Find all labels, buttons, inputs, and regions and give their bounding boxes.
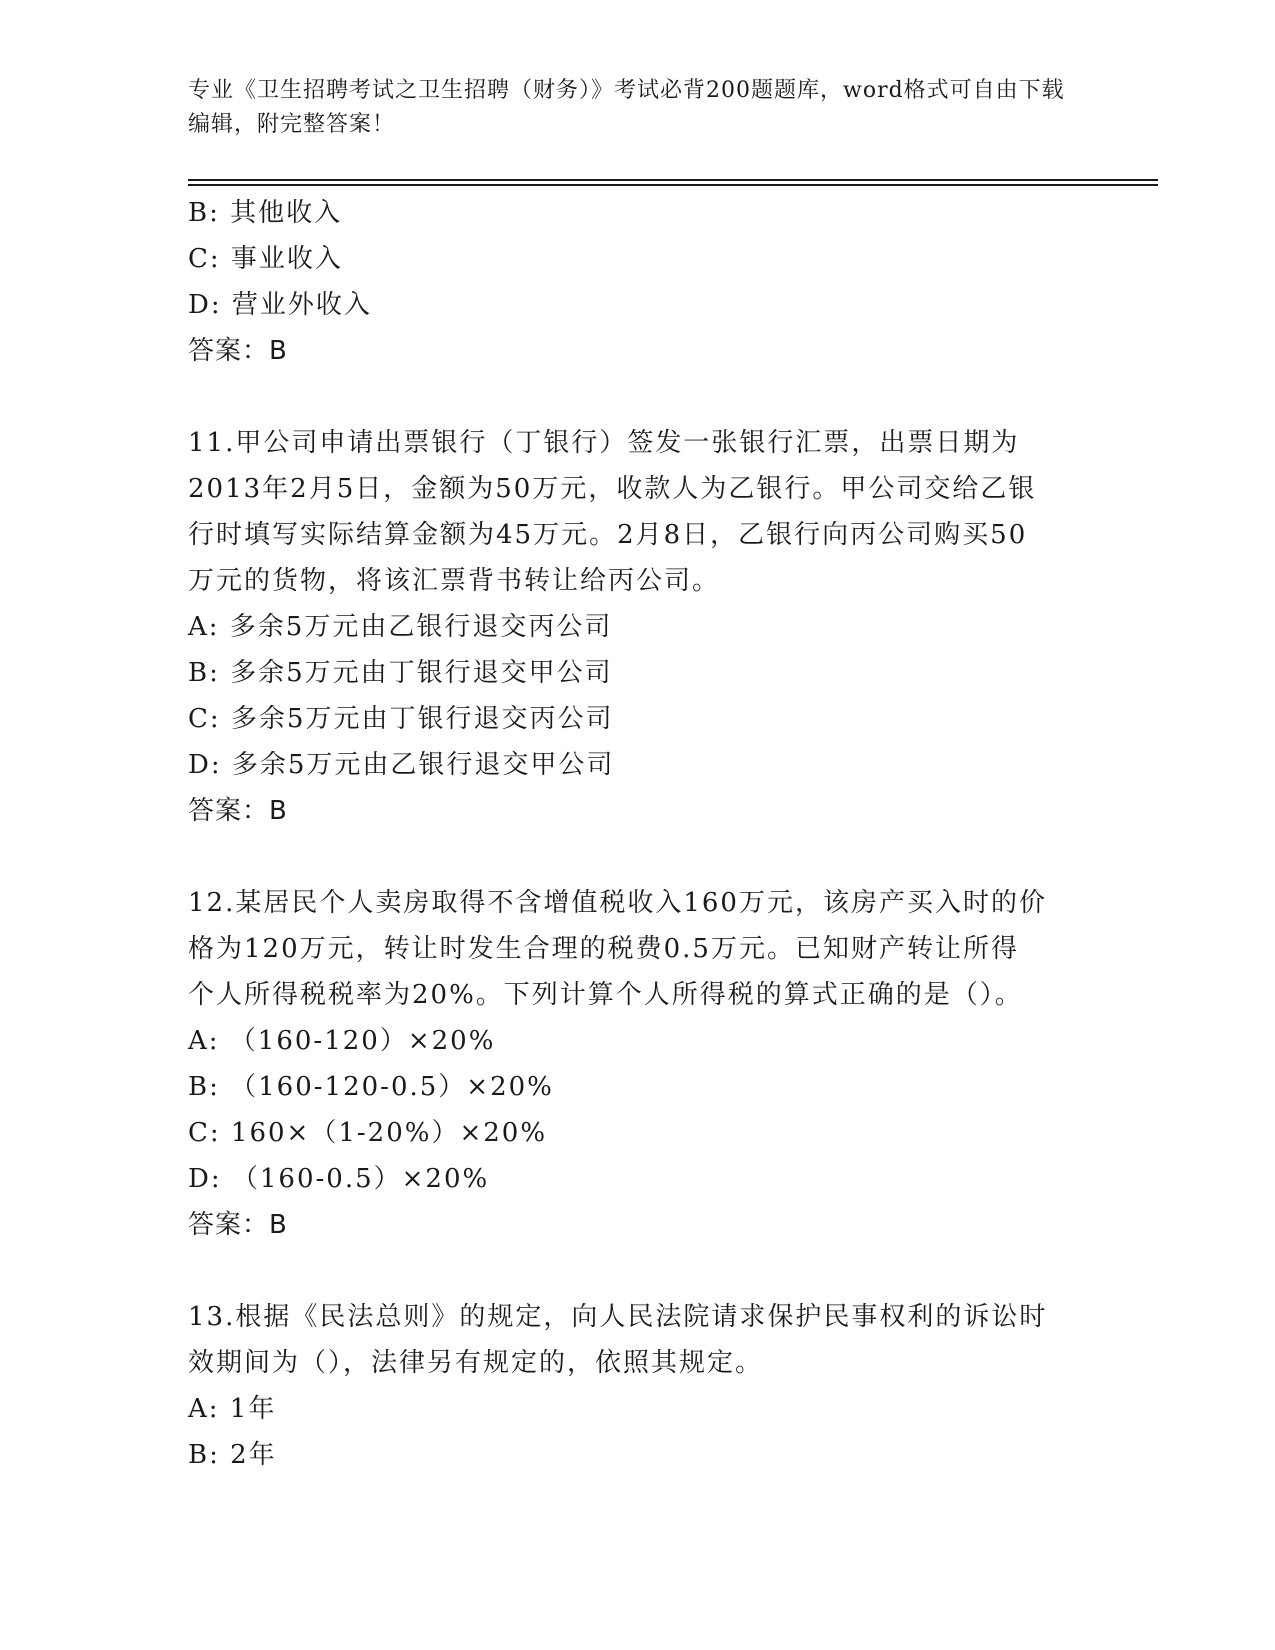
header-rule-bottom [188, 184, 1158, 186]
option-a: A: （160-120）×20% [188, 1026, 496, 1056]
option-d: D: 营业外收入 [188, 290, 372, 320]
question-text-line: 效期间为（），法律另有规定的，依照其规定。 [188, 1348, 764, 1378]
option-b: B: 其他收入 [188, 198, 343, 228]
question-text-line: 11.甲公司申请出票银行（丁银行）签发一张银行汇票，出票日期为 [188, 428, 1020, 458]
spacer [188, 834, 1088, 880]
option-c: C: 事业收入 [188, 244, 343, 274]
spacer [188, 1248, 1088, 1294]
question-text-line: 行时填写实际结算金额为45万元。2月8日，乙银行向丙公司购买50 [188, 520, 1028, 550]
question-text-line: 13.根据《民法总则》的规定，向人民法院请求保护民事权利的诉讼时 [188, 1302, 1048, 1332]
document-header: 专业《卫生招聘考试之卫生招聘（财务）》考试必背200题题库，word格式可自由下载编辑，附完整答案！ [188, 78, 1065, 137]
question-text-line: 万元的货物，将该汇票背书转让给丙公司。 [188, 566, 721, 596]
answer-line: 答案：B [188, 1210, 288, 1240]
question-text-line: 个人所得税税率为20%。下列计算个人所得税的算式正确的是（）。 [188, 980, 1023, 1010]
question-text-line: 2013年2月5日，金额为50万元，收款人为乙银行。甲公司交给乙银 [188, 474, 1037, 504]
option-d: D: （160-0.5）×20% [188, 1164, 490, 1194]
question-11 [188, 420, 1088, 834]
document-body [188, 190, 1088, 1478]
answer-line: 答案：B [188, 796, 288, 826]
option-b: B: 2年 [188, 1440, 277, 1470]
option-a: A: 多余5万元由乙银行退交丙公司 [188, 612, 613, 642]
option-b: B: （160-120-0.5）×20% [188, 1072, 554, 1102]
answer-line: 答案：B [188, 336, 288, 366]
option-c: C: 多余5万元由丁银行退交丙公司 [188, 704, 614, 734]
header-rule-top [188, 179, 1158, 181]
option-a: A: 1年 [188, 1394, 277, 1424]
prev-question [188, 190, 1088, 374]
option-b: B: 多余5万元由丁银行退交甲公司 [188, 658, 613, 688]
spacer [188, 374, 1088, 420]
question-text-line: 格为120万元，转让时发生合理的税费0.5万元。已知财产转让所得 [188, 934, 1019, 964]
question-12 [188, 880, 1088, 1248]
option-c: C: 160×（1-20%）×20% [188, 1118, 548, 1148]
option-d: D: 多余5万元由乙银行退交甲公司 [188, 750, 615, 780]
question-text-line: 12.某居民个人卖房取得不含增值税收入160万元，该房产买入时的价 [188, 888, 1047, 918]
question-13 [188, 1294, 1088, 1478]
